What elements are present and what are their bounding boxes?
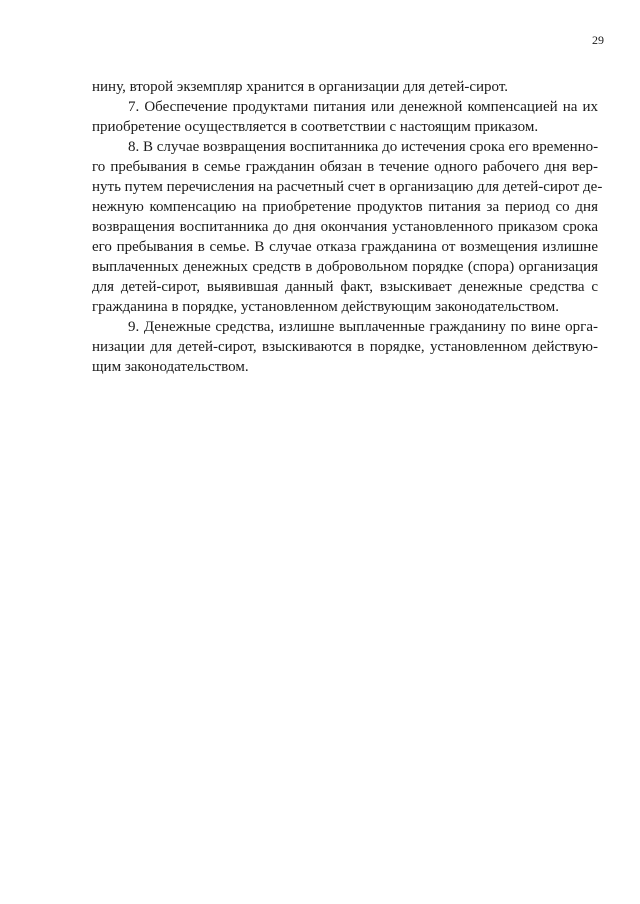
text-line: его пребывания в семье. В случае отказа гражданина от возмещения излишне — [92, 239, 598, 255]
text-line: 7. Обеспечение продуктами питания или денежной компенсацией на их — [128, 99, 598, 115]
text-line: для детей-сирот, выявившая данный факт, взыскивает денежные средства с — [92, 279, 598, 295]
text-line: возвращения воспитанника до дня окончания установленного приказом срока — [92, 219, 598, 235]
text-line: нуть путем перечисления на расчетный счет в организацию для детей-сирот де- — [92, 179, 603, 195]
text-line: 8. В случае возвращения воспитанника до истечения срока его временно- — [128, 139, 599, 155]
text-line: выплаченных денежных средств в добровольном порядке (спора) организация — [92, 259, 598, 275]
text-line: гражданина в порядке, установленном действующим законодательством. — [92, 299, 559, 315]
text-line: нежную компенсацию на приобретение продуктов питания за период со дня — [92, 199, 598, 215]
text-line: низации для детей-сирот, взыскиваются в порядке, установленном действую- — [92, 339, 598, 355]
text-line: щим законодательством. — [92, 359, 249, 375]
page-number: 29 — [592, 33, 604, 47]
text-line: 9. Денежные средства, излишне выплаченные гражданину по вине орга- — [128, 319, 598, 335]
text-line: нину, второй экземпляр хранится в организации для детей-сирот. — [92, 79, 509, 95]
text-line: приобретение осуществляется в соответствии с настоящим приказом. — [92, 119, 539, 135]
text-line: го пребывания в семье гражданин обязан в течение одного рабочего дня вер- — [92, 159, 598, 175]
